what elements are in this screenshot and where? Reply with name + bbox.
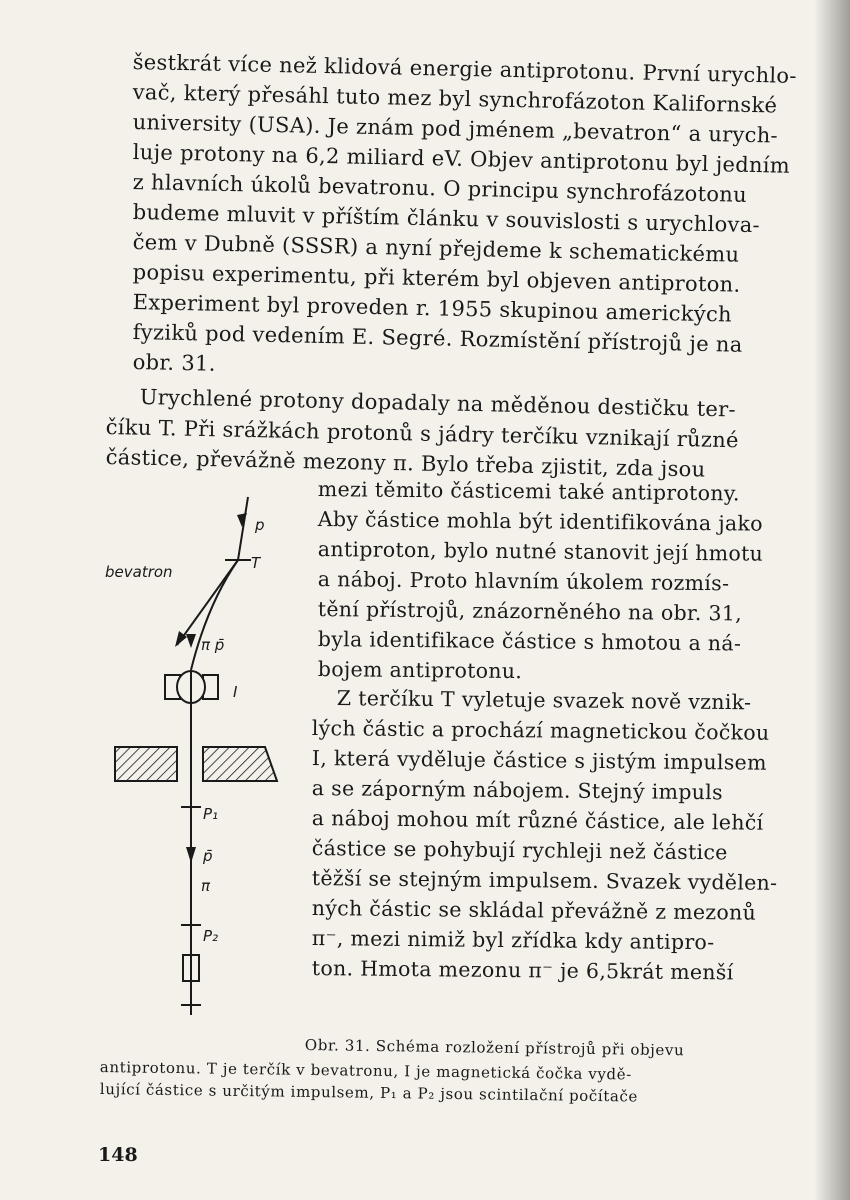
proton-beam-line bbox=[238, 497, 248, 560]
label-p: p bbox=[255, 516, 265, 534]
text-line: mezi těmito částicemi také antiprotony. bbox=[317, 477, 740, 506]
label-pbar: p̄ bbox=[203, 847, 213, 865]
caption-line: antiprotonu. T je terčík v bevatronu, I je magnetická čočka vydě- bbox=[99, 1058, 632, 1084]
text-line: šestkrát více než klidová energie antiprotonu. První urychlo- bbox=[132, 50, 798, 88]
label-p2: P₂ bbox=[203, 927, 219, 945]
text-line: Aby částice mohla být identifikována jako bbox=[317, 507, 763, 536]
text-line: částice se pohybují rychleji než částice bbox=[311, 836, 728, 865]
caption-line: lující částice s určitým impulsem, P₁ a P₂ jsou scintilační počítače bbox=[99, 1080, 639, 1106]
text-line: z hlavních úkolů bevatronu. O principu synchrofázotonu bbox=[132, 170, 748, 207]
shield-left bbox=[115, 747, 177, 781]
text-line: antiproton, bylo nutné stanovit její hmotu bbox=[317, 537, 764, 566]
text-line: a náboj mohou mít různé částice, ale lehčí bbox=[311, 806, 764, 835]
text-line: tění přístrojů, znázorněného na obr. 31, bbox=[317, 597, 743, 626]
label-t: T bbox=[251, 554, 261, 572]
label-i: I bbox=[233, 683, 238, 701]
text-line: Experiment byl proveden r. 1955 skupinou amerických bbox=[132, 290, 733, 327]
text-line: π⁻, mezi nimiž byl zřídka kdy antipro- bbox=[311, 926, 715, 955]
text-line: university (USA). Je znám pod jménem „bevatron“ a urych- bbox=[132, 110, 779, 148]
beam-arrow-icon bbox=[186, 847, 196, 863]
text-line: a náboj. Proto hlavním úkolem rozmís- bbox=[317, 567, 730, 596]
label-pi-pbar: π p̄ bbox=[201, 636, 225, 654]
text-line: Urychlené protony dopadaly na měděnou destičku ter- bbox=[139, 385, 737, 422]
experiment-schematic bbox=[95, 485, 295, 1025]
text-line: I, která vyděluje částice s jistým impulsem bbox=[311, 746, 767, 775]
text-line: Z terčíku T vyletuje svazek nově vznik- bbox=[336, 686, 752, 715]
text-line: byla identifikace částice s hmotou a ná- bbox=[317, 627, 742, 656]
text-line: ton. Hmota mezonu π⁻ je 6,5krát menší bbox=[311, 956, 734, 985]
shield-right bbox=[203, 747, 277, 781]
text-line: čem v Dubně (SSSR) a nyní přejdeme k schematickému bbox=[132, 230, 740, 267]
text-line: ných částic se skládal převážně z mezonů bbox=[311, 896, 757, 925]
text-line: luje protony na 6,2 miliard eV. Objev antiprotonu byl jedním bbox=[132, 140, 791, 178]
text-line: bojem antiprotonu. bbox=[317, 657, 523, 684]
text-line: vač, který přesáhl tuto mez byl synchrofázoton Kalifornské bbox=[132, 80, 778, 118]
text-line: číku T. Při srážkách protonů s jádry terčíku vznikají různé bbox=[105, 415, 740, 453]
label-p1: P₁ bbox=[203, 805, 219, 823]
text-line: lých částic a prochází magnetickou čočkou bbox=[311, 716, 770, 745]
secondary-beam-arrow-icon bbox=[186, 634, 196, 648]
text-line: těžší se stejným impulsem. Svazek vydělen- bbox=[311, 866, 778, 895]
label-bevatron: bevatron bbox=[105, 563, 173, 581]
proton-arrow-icon bbox=[237, 513, 247, 527]
text-line: budeme mluvit v příštím článku v souvislosti s urychlova- bbox=[132, 200, 761, 238]
text-line: částice, převážně mezony π. Bylo třeba zjistit, zda jsou bbox=[105, 445, 706, 482]
caption-line: Obr. 31. Schéma rozložení přístrojů při objevu bbox=[304, 1036, 685, 1060]
text-line: popisu experimentu, při kterém byl objeven antiproton. bbox=[132, 260, 741, 297]
page-number: 148 bbox=[98, 1144, 138, 1166]
text-line: a se záporným nábojem. Stejný impuls bbox=[311, 776, 724, 805]
text-line: fyziků pod vedením E. Segré. Rozmístění přístrojů je na bbox=[132, 320, 743, 357]
page-edge-shadow bbox=[814, 0, 850, 1200]
label-pi: π bbox=[201, 877, 211, 895]
text-line: obr. 31. bbox=[132, 350, 216, 376]
